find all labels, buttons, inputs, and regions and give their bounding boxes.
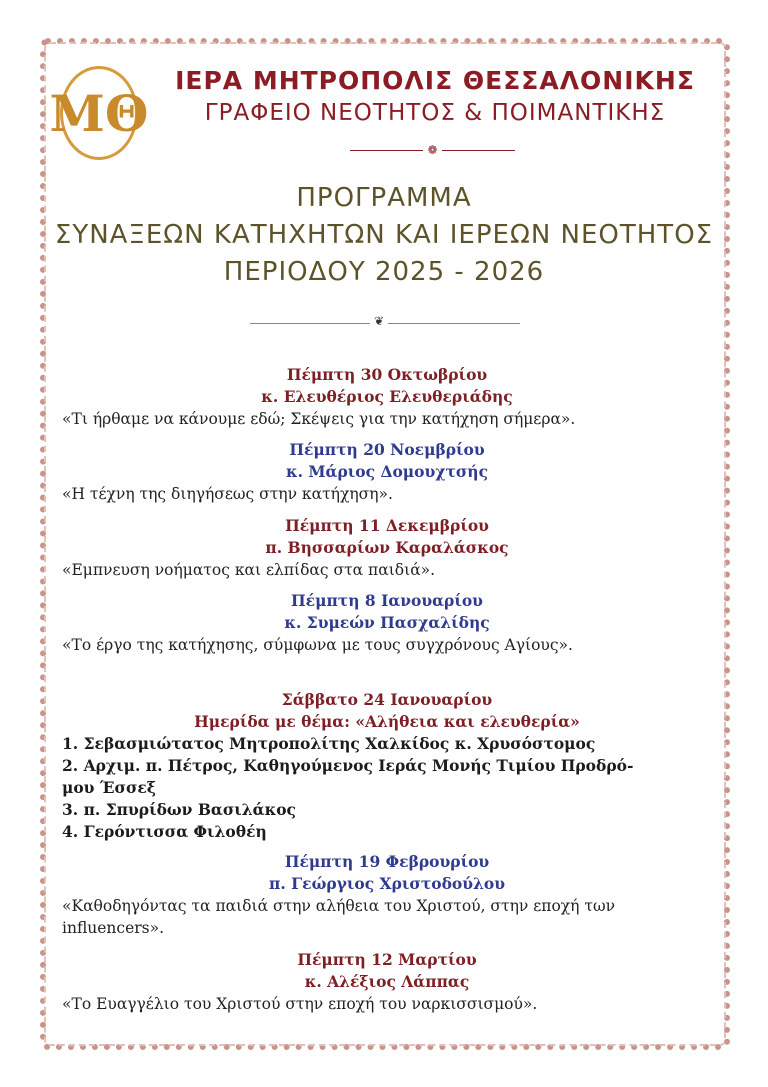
event-speaker: π. Γεώργιος Χριστοδούλου [269, 874, 505, 893]
event-speaker: κ. Μάριος Δομουχτσής [285, 462, 489, 481]
event-date: Σάββατο 24 Ιανουαρίου [281, 690, 493, 709]
event-speaker: κ. Ελευθέριος Ελευθεριάδης [261, 387, 513, 406]
event-speaker: κ. Αλέξιος Λάππας [304, 972, 470, 991]
event-date: Πέμπτη 12 Μαρτίου [297, 950, 477, 969]
event-date: Πέμπτη 8 Ιανουαρίου [291, 591, 483, 610]
ornament-divider: ❁ [350, 146, 515, 154]
event-topic: «Το Ευαγγέλιο του Χριστού στην εποχή του ναρκισσισμού». [62, 995, 538, 1013]
event-date: Πέμπτη 30 Οκτωβρίου [286, 365, 488, 384]
event-topic: «Καθοδηγόντας τα παιδιά στην αλήθεια του Χριστού, στην εποχή των [62, 897, 616, 915]
event-3 [62, 515, 712, 581]
event-5 [62, 689, 712, 843]
event-1 [62, 364, 712, 430]
event-2 [62, 439, 712, 505]
office-name: ΓΡΑΦΕΙΟ ΝΕΟΤΗΤΟΣ & ΠΟΙΜΑΝΤΙΚΗΣ [204, 100, 666, 126]
event-topic-cont: influencers». [62, 919, 165, 937]
title-line-3: ΠΕΡΙΟΔΟΥ 2025 - 2026 [223, 257, 545, 287]
event-speaker: κ. Συμεών Πασχαλίδης [284, 613, 490, 632]
speaker-list-item: 2. Αρχιμ. π. Πέτρος, Καθηγούμενος Ιεράς Μονής Τιμίου Προδρό- [62, 756, 634, 775]
event-topic: «Το έργο της κατήχησης, σύμφωνα με τους συγχρόνους Αγίους». [62, 636, 573, 654]
speaker-list-item-cont: μου Έσσεξ [62, 778, 156, 797]
event-4 [62, 590, 712, 656]
event-7 [62, 949, 712, 1015]
flourish-divider: ❦ [250, 323, 520, 324]
event-topic: «Εμπνευση νοήματος και ελπίδας στα παιδιά». [62, 561, 436, 579]
event-speaker: π. Βησσαρίων Καραλάσκος [265, 538, 509, 557]
speaker-list-item: 4. Γερόντισσα Φιλοθέη [62, 822, 267, 841]
event-date: Πέμπτη 19 Φεβρουρίου [284, 852, 490, 871]
org-name: ΙΕΡΑ ΜΗΤΡΟΠΟΛΙΣ ΘΕΣΣΑΛΟΝΙΚΗΣ [175, 66, 695, 95]
event-date: Πέμπτη 11 Δεκεμβρίου [285, 516, 489, 535]
event-subtitle: Ημερίδα με θέμα: «Αλήθεια και ελευθερία» [194, 712, 580, 731]
metropolis-logo: ΜΘ [60, 66, 138, 160]
title-line-1: ΠΡΟΓΡΑΜΜΑ [296, 183, 472, 213]
event-6 [62, 851, 712, 939]
title-line-2: ΣΥΝΑΞΕΩΝ ΚΑΤΗΧΗΤΩΝ ΚΑΙ ΙΕΡΕΩΝ ΝΕΟΤΗΤΟΣ [54, 220, 714, 250]
event-topic: «Τι ήρθαμε να κάνουμε εδώ; Σκέψεις για την κατήχηση σήμερα». [62, 410, 576, 428]
event-date: Πέμπτη 20 Νοεμβρίου [289, 440, 485, 459]
speaker-list-item: 1. Σεβασμιώτατος Μητροπολίτης Χαλκίδος κ. Χρυσόστομος [62, 734, 596, 753]
event-topic: «Η τέχνη της διηγήσεως στην κατήχηση». [62, 485, 393, 503]
speaker-list-item: 3. π. Σπυρίδων Βασιλάκος [62, 800, 296, 819]
